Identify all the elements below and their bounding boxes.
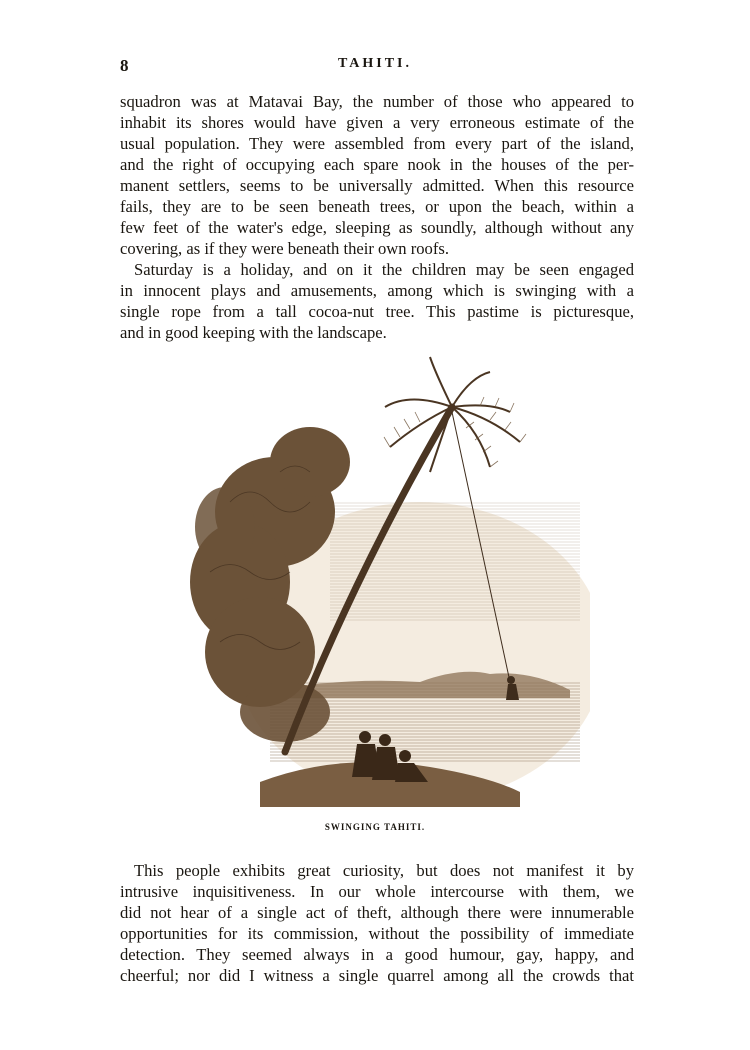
text-line: and the right of occupying each spare nook in the houses of the per-: [120, 155, 634, 174]
text-line: usual population. They were assembled from every part of the island,: [120, 134, 634, 153]
text-line: detection. They seemed always in a good humour, gay, happy, and: [120, 945, 634, 964]
paragraph-3: [120, 860, 634, 986]
page-number: 8: [120, 56, 129, 75]
running-title: TAHITI.: [337, 56, 413, 71]
text-line: fails, they are to be seen beneath trees, or upon the beach, within a: [120, 197, 634, 216]
text-line: in innocent plays and amusements, among which is swinging with a: [120, 281, 634, 300]
text-line: covering, as if they were beneath their own roofs.: [120, 239, 449, 258]
paragraph-1: [120, 91, 634, 259]
text-line: single rope from a tall cocoa-nut tree. This pastime is picturesque,: [120, 302, 634, 321]
text-line: opportunities for its commission, without the possibility of immediate: [120, 924, 634, 943]
text-line: did not hear of a single act of theft, although there were innumerable: [120, 903, 634, 922]
illustration-caption: SWINGING TAHITI.: [324, 822, 426, 832]
text-line: and in good keeping with the landscape.: [120, 323, 387, 342]
paragraph-2: [120, 259, 634, 343]
text-line: intrusive inquisitiveness. In our whole intercourse with them, we: [120, 882, 634, 901]
swinging-illustration: [190, 352, 590, 812]
text-line: few feet of the water's edge, sleeping as soundly, although without any: [120, 218, 634, 237]
text-line: inhabit its shores would have given a very erroneous estimate of the: [120, 113, 634, 132]
text-line: cheerful; nor did I witness a single quarrel among all the crowds that: [120, 966, 634, 985]
text-line: This people exhibits great curiosity, but does not manifest it by: [134, 861, 634, 880]
text-line: squadron was at Matavai Bay, the number of those who appeared to: [120, 92, 634, 111]
text-line: manent settlers, seems to be universally admitted. When this resource: [120, 176, 634, 195]
text-line: Saturday is a holiday, and on it the children may be seen engaged: [134, 260, 634, 279]
